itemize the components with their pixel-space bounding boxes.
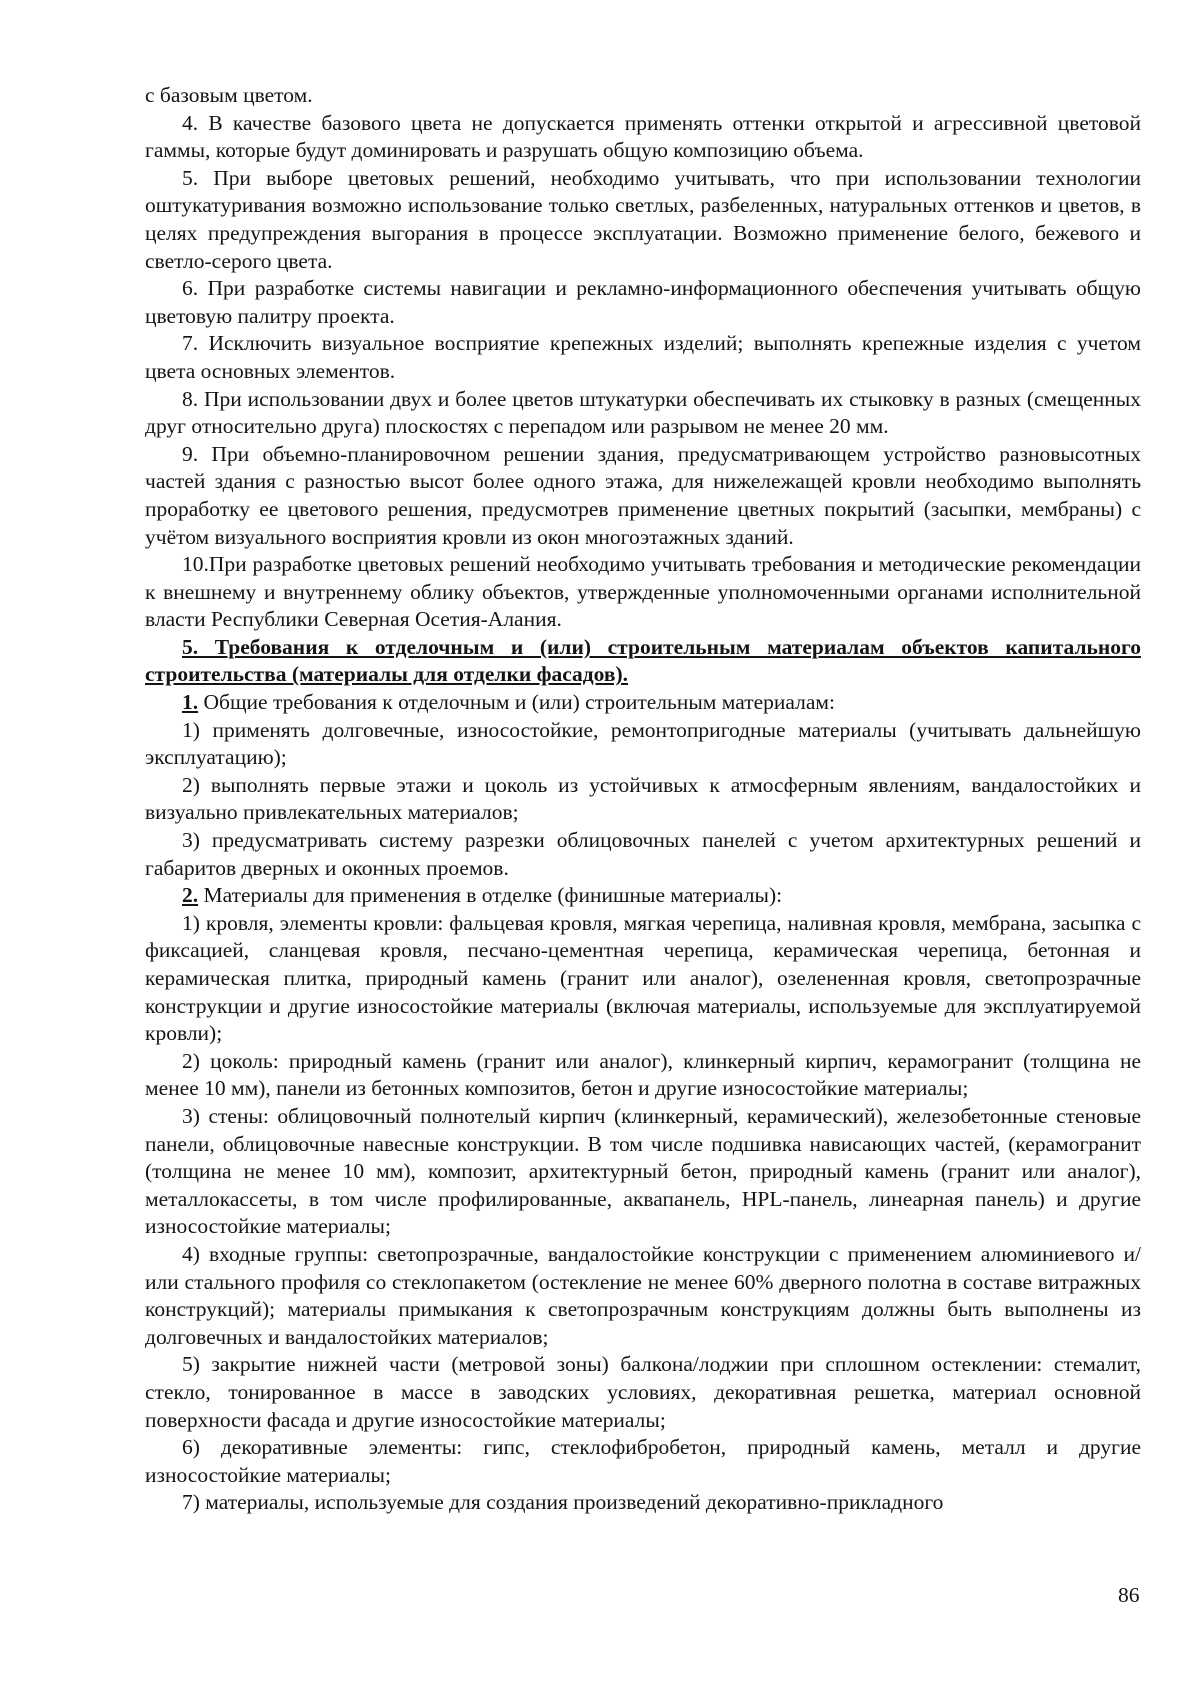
subsection-2-item: 3) стены: облицовочный полнотелый кирпич (клинкерный, керамический), железобетонные стеновые панели, облицовочные навесные конструкции. В том числе подшивка нависающих частей, (керамогранит (толщина не менее 10 мм), композит, архитектурный бетон, природный камень (гранит или аналог), металлокассеты, в том числе профилированные, аквапанель, HPL-панель, линеарная панель) и другие износостойкие материалы; xyxy=(145,1103,1141,1239)
paragraph-item-8: 8. При использовании двух и более цветов штукатурки обеспечивать их стыковку в разных (смещенных друг относительно друга) плоскостях с перепадом или разрывом не менее 20 мм. xyxy=(145,386,1141,439)
subsection-2-item: 7) материалы, используемые для создания произведений декоративно-прикладного xyxy=(182,1490,944,1515)
paragraph-continuation: с базовым цветом. xyxy=(145,83,313,107)
paragraph-item-10: 10.При разработке цветовых решений необходимо учитывать требования и методические рекомендации к внешнему и внутреннему облику объектов, утвержденные уполномоченными органами исполнительной власти Республики Северная Осетия-Алания. xyxy=(145,552,1141,632)
paragraph-item-5: 5. При выборе цветовых решений, необходимо учитывать, что при использовании технологии оштукатуривания возможно использование только светлых, разбеленных, натуральных оттенков и цветов, в целях предупреждения выгорания в процессе эксплуатации. Возможно применение белого, бежевого и светло-серого цвета. xyxy=(145,165,1141,273)
paragraph-item-4: 4. В качестве базового цвета не допускается применять оттенки открытой и агрессивной цветовой гаммы, которые будут доминировать и разрушать общую композицию объема. xyxy=(145,110,1141,163)
subsection-1-number: 1. xyxy=(182,690,199,715)
paragraph-item-6: 6. При разработке системы навигации и рекламно-информационного обеспечения учитывать общую цветовую палитру проекта. xyxy=(145,276,1141,328)
subsection-2-text: Материалы для применения в отделке (финишные материалы): xyxy=(198,883,783,908)
subsection-2-item: 5) закрытие нижней части (метровой зоны) балкона/лоджии при сплошном остеклении: стемалит, стекло, тонированное в массе в заводских условиях, декоративная решетка, материал основной поверхности фасада и другие износостойкие материалы; xyxy=(145,1352,1141,1432)
subsection-2-item: 4) входные группы: светопрозрачные, вандалостойкие конструкции с применением алюминиевого и/или стального профиля со стеклопакетом (остекление не менее 60% дверного полотна в составе витражных конструкций); материалы примыкания к светопрозрачным конструкциям должны быть выполнены из долговечных и вандалостойких материалов; xyxy=(145,1241,1141,1349)
page-number: 86 xyxy=(1118,1583,1140,1607)
subsection-1-item: 2) выполнять первые этажи и цоколь из устойчивых к атмосферным явлениям, вандалостойких и визуально привлекательных материалов; xyxy=(145,772,1141,825)
subsection-2-item: 6) декоративные элементы: гипс, стеклофибробетон, природный камень, металл и другие износостойкие материалы; xyxy=(145,1435,1141,1487)
subsection-2-title xyxy=(145,882,1141,910)
subsection-1-item: 1) применять долговечные, износостойкие, ремонтопригодные материалы (учитывать дальнейшую эксплуатацию); xyxy=(145,717,1141,770)
document-body xyxy=(145,82,1141,1517)
subsection-2-number: 2. xyxy=(182,883,199,908)
subsection-1-text: Общие требования к отделочным и (или) строительным материалам: xyxy=(198,690,835,715)
paragraph-item-7: 7. Исключить визуальное восприятие крепежных изделий; выполнять крепежные изделия с учетом цвета основных элементов. xyxy=(145,331,1141,383)
subsection-2-item: 2) цоколь: природный камень (гранит или аналог), клинкерный кирпич, керамогранит (толщина не менее 10 мм), панели из бетонных композитов, бетон и другие износостойкие материалы; xyxy=(145,1048,1141,1101)
paragraph-item-9: 9. При объемно-планировочном решении здания, предусматривающем устройство разновысотных частей здания с разностью высот более одного этажа, для нижележащей кровли необходимо выполнять проработку ее цветового решения, предусмотрев применение цветных покрытий (засыпки, мембраны) с учётом визуального восприятия кровли из окон многоэтажных зданий. xyxy=(145,441,1141,549)
subsection-1-item: 3) предусматривать систему разрезки облицовочных панелей с учетом архитектурных решений и габаритов дверных и оконных проемов. xyxy=(145,828,1141,880)
subsection-1-title xyxy=(145,689,1141,717)
subsection-2-item: 1) кровля, элементы кровли: фальцевая кровля, мягкая черепица, наливная кровля, мембрана, засыпка с фиксацией, сланцевая кровля, песчано-цементная черепица, керамическая черепица, бетонная и керамическая плитка, природный камень (гранит или аналог), озелененная кровля, светопрозрачные конструкции и другие износостойкие материалы (включая материалы, используемые для эксплуатируемой кровли); xyxy=(145,910,1141,1046)
section-heading: 5. Требования к отделочным и (или) строительным материалам объектов капитального строительства (материалы для отделки фасадов). xyxy=(145,634,1141,687)
